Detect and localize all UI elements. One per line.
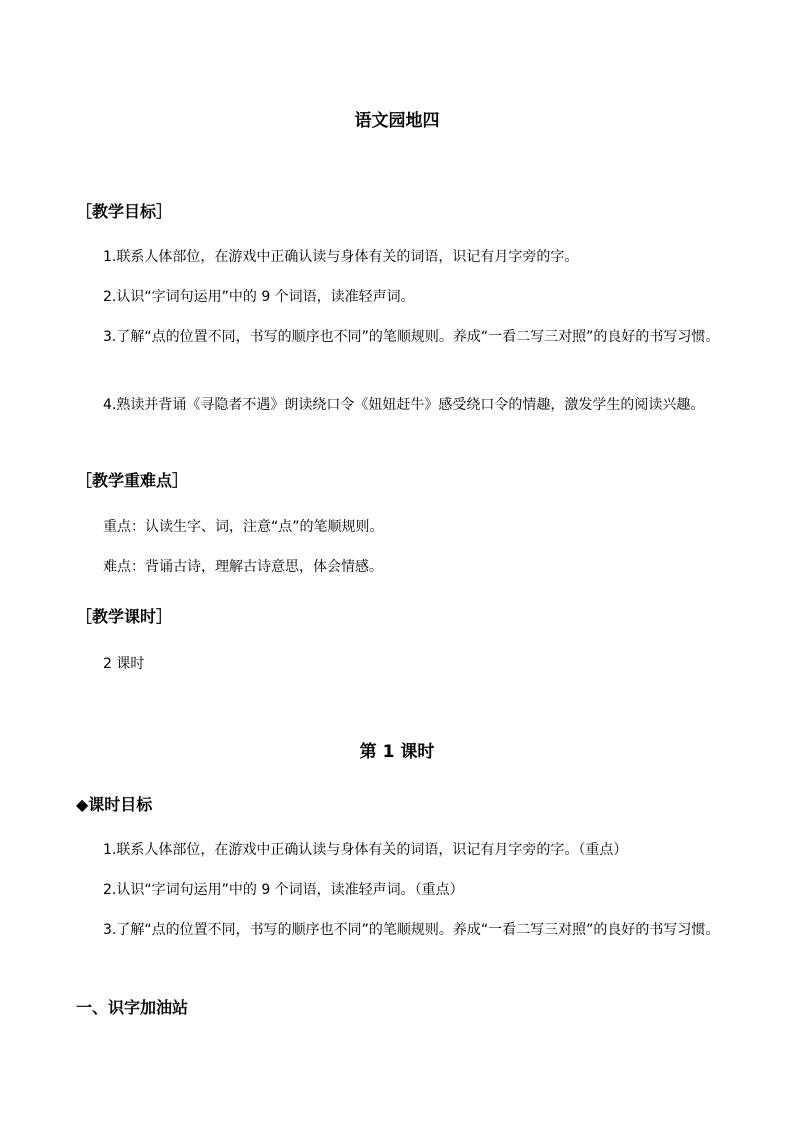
lesson-title: 第 1 课时 [359,742,435,762]
goal-item-1: 1.联系人体部位，在游戏中正确认读与身体有关的词语，识记有月字旁的字。 [103,249,579,265]
class-hours-value: 2 课时 [103,656,145,672]
lesson-goal-item-3: 3.了解“点的位置不同，书写的顺序也不同”的笔顺规则。养成“一看二写三对照”的良好的书写习惯。 [103,922,720,938]
part-heading-literacy: 一、识字加油站 [76,998,189,1017]
document-title: 语文园地四 [354,111,440,131]
section-heading-goals: ［教学目标］ [76,202,173,221]
goal-item-4: 4.熟读并背诵《寻隐者不遇》朗读绕口令《妞妞赶牛》感受绕口令的情趣，激发学生的阅读兴趣。 [103,397,705,413]
goal-item-2: 2.认识“字词句运用”中的 9 个词语，读准轻声词。 [103,289,415,305]
goal-item-3: 3.了解“点的位置不同，书写的顺序也不同”的笔顺规则。养成“一看二写三对照”的良好的书写习惯。 [103,329,720,345]
key-point-difficulty: 难点：背诵古诗，理解古诗意思，体会情感。 [103,559,383,575]
section-heading-key-points: ［教学重难点］ [76,471,189,490]
lesson-goals-heading: ◆课时目标 [76,795,153,814]
lesson-goal-item-1: 1.联系人体部位，在游戏中正确认读与身体有关的词语，识记有月字旁的字。（重点） [103,842,628,858]
section-heading-hours: ［教学课时］ [76,607,173,626]
key-point-focus: 重点：认读生字、词，注意“点”的笔顺规则。 [103,519,384,535]
lesson-goal-item-2: 2.认识“字词句运用”中的 9 个词语，读准轻声词。（重点） [103,882,464,898]
